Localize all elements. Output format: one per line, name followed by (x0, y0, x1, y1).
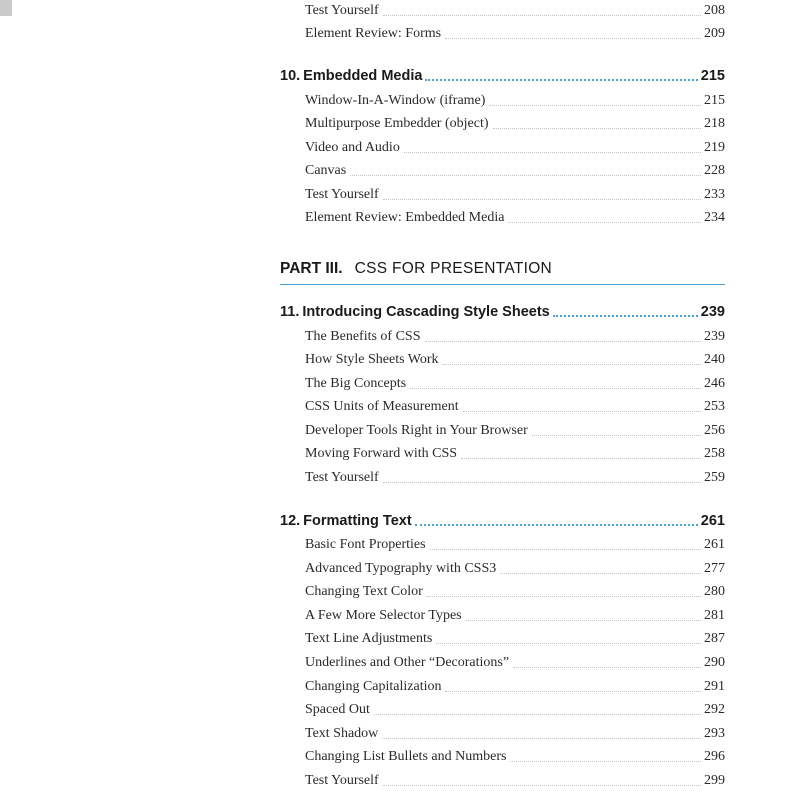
toc-entry[interactable] (305, 327, 725, 347)
dot-leader (553, 314, 698, 317)
dot-leader (427, 595, 701, 597)
entry-title: Developer Tools Right in Your Browser (305, 423, 528, 438)
entry-title: How Style Sheets Work (305, 352, 439, 367)
dot-leader (425, 340, 702, 342)
toc-entry[interactable] (305, 700, 725, 720)
entry-page: 299 (704, 773, 725, 788)
dot-leader (374, 713, 701, 715)
toc-entry[interactable] (305, 91, 725, 111)
entry-title: Text Line Adjustments (305, 631, 433, 646)
toc-entry[interactable] (305, 444, 725, 464)
entry-page: 239 (704, 329, 725, 344)
dot-leader (466, 619, 701, 621)
chapter-heading-10[interactable] (280, 65, 725, 87)
entry-page: 219 (704, 140, 725, 155)
entry-title: Changing Capitalization (305, 679, 442, 694)
entry-title: Canvas (305, 163, 347, 178)
toc-entry[interactable] (305, 114, 725, 134)
entry-page: 215 (704, 93, 725, 108)
dot-leader (445, 37, 701, 39)
toc-entry[interactable] (305, 724, 725, 744)
chapter-page: 239 (700, 304, 725, 320)
part-title: CSS FOR PRESENTATION (354, 260, 553, 277)
dot-leader (350, 174, 701, 176)
entry-title: Changing List Bullets and Numbers (305, 749, 507, 764)
entry-page: 287 (704, 631, 725, 646)
toc-entry[interactable] (305, 559, 725, 579)
toc-entry[interactable] (305, 606, 725, 626)
toc-entry[interactable] (305, 771, 725, 791)
dot-leader (382, 737, 701, 739)
dot-leader (383, 481, 701, 483)
toc-entry[interactable] (305, 629, 725, 649)
chapter-heading-11[interactable] (280, 301, 725, 323)
chapter-title: Introducing Cascading Style Sheets (302, 304, 550, 320)
entry-title: CSS Units of Measurement (305, 399, 459, 414)
entry-title: Window-In-A-Window (iframe) (305, 93, 486, 108)
dot-leader (383, 198, 701, 200)
entry-page: 296 (704, 749, 725, 764)
toc-entry[interactable] (305, 161, 725, 181)
entry-page: 234 (704, 210, 725, 225)
chapter-title: Embedded Media (303, 68, 423, 84)
entry-title: Video and Audio (305, 140, 400, 155)
toc-entry[interactable] (305, 421, 725, 441)
chapter-number: 10. (280, 68, 301, 84)
entry-title: The Benefits of CSS (305, 329, 421, 344)
entry-page: 280 (704, 584, 725, 599)
dot-leader (532, 434, 701, 436)
chapter-title: Formatting Text (303, 513, 412, 529)
entry-page: 281 (704, 608, 725, 623)
toc-entry[interactable] (305, 24, 725, 44)
toc-entry[interactable] (305, 185, 725, 205)
dot-leader (443, 363, 701, 365)
dot-leader (436, 642, 701, 644)
entry-title: Test Yourself (305, 3, 379, 18)
entry-page: 261 (704, 537, 725, 552)
dot-leader (513, 666, 701, 668)
entry-page: 233 (704, 187, 725, 202)
dot-leader (463, 410, 701, 412)
toc-entry[interactable] (305, 747, 725, 767)
toc-entry[interactable] (305, 677, 725, 697)
toc-entry[interactable] (305, 653, 725, 673)
chapter-heading-12[interactable] (280, 510, 725, 532)
entry-page: 258 (704, 446, 725, 461)
chapter-page: 215 (700, 68, 725, 84)
dot-leader (445, 690, 701, 692)
toc-entry[interactable] (305, 374, 725, 394)
dot-leader (425, 78, 697, 81)
dot-leader (489, 104, 701, 106)
entry-page: 228 (704, 163, 725, 178)
entry-title: Multipurpose Embedder (object) (305, 116, 489, 131)
entry-page: 208 (704, 3, 725, 18)
toc-entry[interactable] (305, 350, 725, 370)
dot-leader (510, 760, 701, 762)
chapter-number: 12. (280, 513, 301, 529)
entry-title: Basic Font Properties (305, 537, 426, 552)
toc-entry[interactable] (305, 582, 725, 602)
entry-page: 290 (704, 655, 725, 670)
entry-title: Element Review: Forms (305, 26, 442, 41)
dot-leader (461, 457, 701, 459)
entry-page: 259 (704, 470, 725, 485)
dot-leader (410, 387, 701, 389)
entry-title: The Big Concepts (305, 376, 407, 391)
chapter-page: 261 (700, 513, 725, 529)
entry-title: Element Review: Embedded Media (305, 210, 505, 225)
entry-title: A Few More Selector Types (305, 608, 462, 623)
entry-page: 277 (704, 561, 725, 576)
entry-title: Test Yourself (305, 773, 379, 788)
dot-leader (415, 523, 698, 526)
entry-page: 246 (704, 376, 725, 391)
part-label: PART III. (280, 260, 343, 277)
toc-entry[interactable] (305, 468, 725, 488)
entry-title: Text Shadow (305, 726, 379, 741)
entry-title: Test Yourself (305, 187, 379, 202)
entry-page: 293 (704, 726, 725, 741)
entry-title: Spaced Out (305, 702, 370, 717)
dot-leader (493, 127, 701, 129)
dot-leader (508, 221, 701, 223)
entry-page: 209 (704, 26, 725, 41)
entry-page: 240 (704, 352, 725, 367)
dot-leader (500, 572, 701, 574)
dot-leader (430, 548, 701, 550)
entry-page: 218 (704, 116, 725, 131)
entry-title: Changing Text Color (305, 584, 423, 599)
entry-title: Advanced Typography with CSS3 (305, 561, 497, 576)
entry-title: Test Yourself (305, 470, 379, 485)
dot-leader (383, 14, 701, 16)
toc-entry[interactable] (305, 535, 725, 555)
entry-title: Moving Forward with CSS (305, 446, 458, 461)
part-heading (280, 258, 725, 285)
entry-page: 292 (704, 702, 725, 717)
chapter-number: 11. (280, 304, 300, 320)
toc-entry[interactable] (305, 1, 725, 21)
entry-title: Underlines and Other “Decorations” (305, 655, 510, 670)
dot-leader (404, 151, 701, 153)
entry-page: 256 (704, 423, 725, 438)
toc-entry[interactable] (305, 208, 725, 228)
toc-entry[interactable] (305, 397, 725, 417)
entry-page: 291 (704, 679, 725, 694)
dot-leader (383, 784, 701, 786)
toc-entry[interactable] (305, 138, 725, 158)
entry-page: 253 (704, 399, 725, 414)
